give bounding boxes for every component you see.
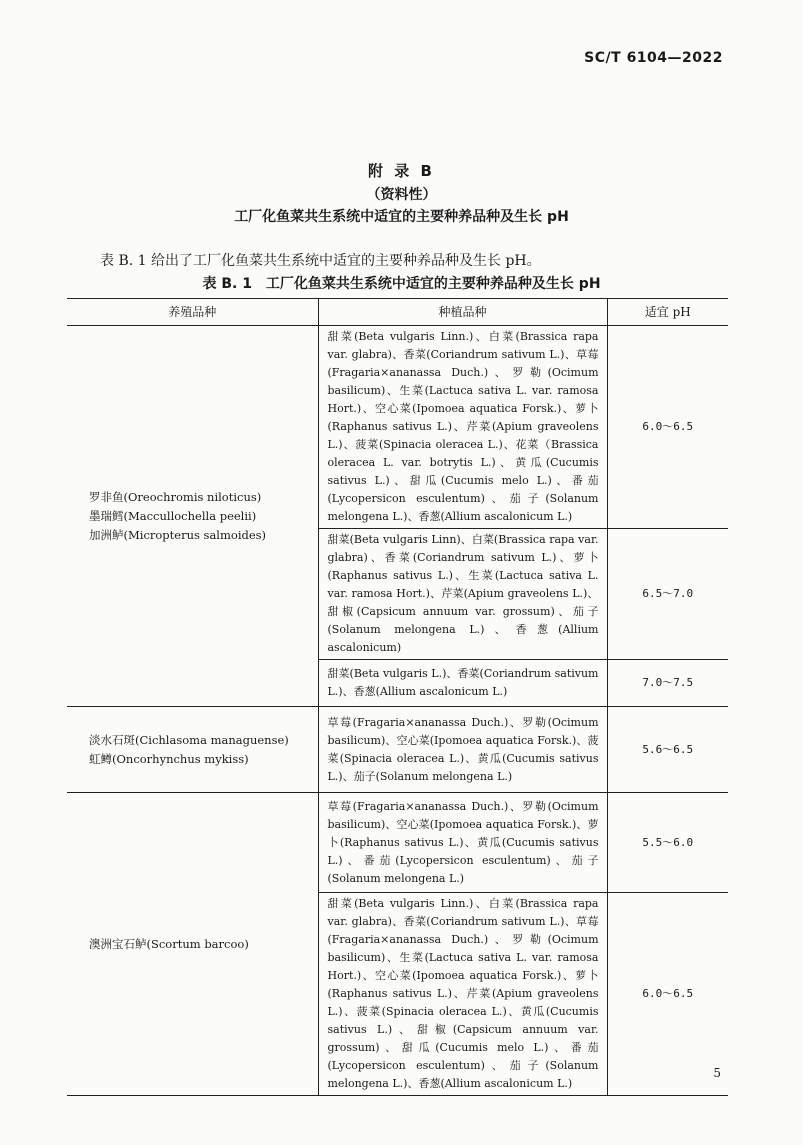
appendix-type: （资料性）	[366, 187, 437, 203]
ph-cell: 7.0～7.5	[607, 660, 728, 707]
ph-cell: 6.5～7.0	[607, 529, 728, 660]
table-row	[67, 793, 728, 893]
header-planted-species: 种植品种	[318, 299, 607, 326]
ph-cell: 6.0～6.5	[607, 893, 728, 1096]
appendix-title: 附 录 B	[368, 162, 435, 180]
appendix-subtitle: 工厂化鱼菜共生系统中适宜的主要种养品种及生长 pH	[234, 209, 569, 225]
ph-cell: 5.5～6.0	[607, 793, 728, 893]
header-cultured-species: 养殖品种	[67, 299, 318, 326]
table-caption: 表 B. 1 工厂化鱼菜共生系统中适宜的主要种养品种及生长 pH	[202, 276, 601, 292]
species-name: 澳洲宝石鲈(Scortum barcoo)	[89, 936, 249, 951]
plants-cell: 甜菜(Beta vulgaris Linn)、白菜(Brassica rapa var. glabra)、香菜(Coriandrum sativum L.)、萝卜(Raphanus sativus L.)、生菜(Lactuca sativa L. var. ramosa Hort.)、芹菜(Apium graveolens L.)、甜椒(Capsicum annuum var. grossum)、茄子(Solanum melongena L.)、香葱(Allium ascalonicum)	[318, 529, 607, 660]
plants-cell: 草莓(Fragaria×ananassa Duch.)、罗勒(Ocimum basilicum)、空心菜(Ipomoea aquatica Forsk.)、菠菜(Spinacia oleracea L.)、黄瓜(Cucumis sativus L.)、茄子(Solanum melongena L.)	[318, 707, 607, 793]
plants-cell: 甜菜(Beta vulgaris L.)、香菜(Coriandrum sativum L.)、香葱(Allium ascalonicum L.)	[318, 660, 607, 707]
table-row	[67, 707, 728, 793]
plants-cell: 甜菜(Beta vulgaris Linn.)、白菜(Brassica rapa var. glabra)、香菜(Coriandrum sativum L.)、草莓(Fragaria×ananassa Duch.)、罗勒(Ocimum basilicum)、生菜(Lactuca sativa L. var. ramosa Hort.)、空心菜(Ipomoea aquatica Forsk.)、萝卜(Raphanus sativus L.)、芹菜(Apium graveolens L.)、菠菜(Spinacia oleracea L.)、黄瓜(Cucumis sativus L.)、甜椒(Capsicum annuum var. grossum)、甜瓜(Cucumis melo L.)、番茄(Lycopersicon esculentum)、茄子(Solanum melongena L.)、香葱(Allium ascalonicum L.)	[318, 893, 607, 1096]
plants-cell: 草莓(Fragaria×ananassa Duch.)、罗勒(Ocimum basilicum)、空心菜(Ipomoea aquatica Forsk.)、萝卜(Raphanus sativus L.)、黄瓜(Cucumis sativus L.)、番茄(Lycopersicon esculentum)、茄子(Solanum melongena L.)	[318, 793, 607, 893]
page-number: 5	[713, 1066, 721, 1080]
table-row	[67, 326, 728, 529]
table-header-row	[67, 299, 728, 326]
species-cell	[67, 793, 318, 1096]
ph-cell: 6.0～6.5	[607, 326, 728, 529]
species-table	[67, 298, 728, 1096]
species-name: 虹鳟(Oncorhynchus mykiss)	[89, 751, 249, 766]
species-name: 罗非鱼(Oreochromis niloticus)	[89, 489, 262, 504]
species-name: 墨瑞鳕(Maccullochella peelii)	[89, 508, 257, 523]
species-cell	[67, 707, 318, 793]
intro-paragraph: 表 B. 1 给出了工厂化鱼菜共生系统中适宜的主要种养品种及生长 pH。	[100, 253, 541, 269]
standard-code: SC/T 6104—2022	[584, 50, 723, 66]
species-cell	[67, 326, 318, 707]
plants-cell: 甜菜(Beta vulgaris Linn.)、白菜(Brassica rapa var. glabra)、香菜(Coriandrum sativum L.)、草莓(Fragaria×ananassa Duch.)、罗勒(Ocimum basilicum)、生菜(Lactuca sativa L. var. ramosa Hort.)、空心菜(Ipomoea aquatica Forsk.)、萝卜(Raphanus sativus L.)、芹菜(Apium graveolens L.)、菠菜(Spinacia oleracea L.)、花菜（Brassica oleracea L. var. botrytis L.)、黄瓜(Cucumis sativus L.)、甜瓜(Cucumis melo L.)、番茄(Lycopersicon esculentum)、茄子(Solanum melongena L.)、香葱(Allium ascalonicum L.)	[318, 326, 607, 529]
ph-cell: 5.6～6.5	[607, 707, 728, 793]
header-suitable-ph: 适宜 pH	[607, 299, 728, 326]
species-name: 淡水石斑(Cichlasoma managuense)	[89, 732, 289, 747]
species-name: 加洲鲈(Micropterus salmoides)	[89, 527, 267, 542]
